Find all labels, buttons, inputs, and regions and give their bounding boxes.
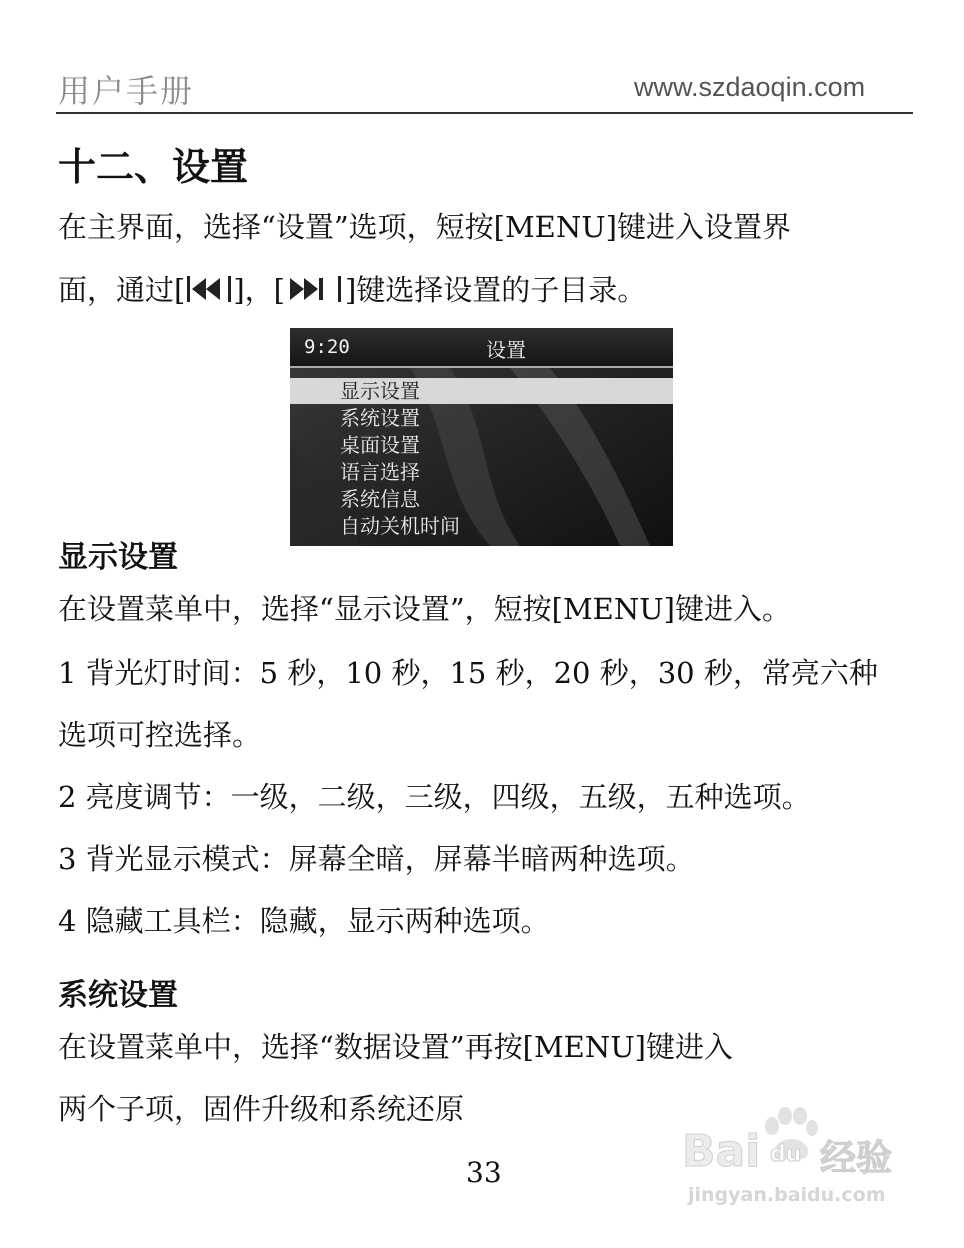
intro-line-2-mid: ]，[ xyxy=(233,273,285,307)
intro-line-2 xyxy=(58,274,646,307)
screen-header xyxy=(290,328,673,368)
intro-line-1: 在主界面，选择“设置”选项，短按[MENU]键进入设置界 xyxy=(58,210,791,244)
screen-title: 设置 xyxy=(486,338,526,362)
menu-item-desktop-settings[interactable]: 桌面设置 xyxy=(340,433,420,457)
menu-item-language[interactable]: 语言选择 xyxy=(340,460,420,484)
screen-clock: 9:20 xyxy=(304,336,350,358)
display-section-title: 显示设置 xyxy=(58,540,178,575)
system-line-2: 两个子项，固件升级和系统还原 xyxy=(58,1092,465,1126)
menu-item-auto-shutdown[interactable]: 自动关机时间 xyxy=(340,514,460,538)
website-url: www.szdaoqin.com xyxy=(634,72,866,102)
display-line-6: 4 隐藏工具栏：隐藏，显示两种选项。 xyxy=(58,904,550,938)
skip-forward-icon xyxy=(286,274,344,304)
system-line-1: 在设置菜单中，选择“数据设置”再按[MENU]键进入 xyxy=(58,1030,733,1064)
intro-line-2-post: ]键选择设置的子目录。 xyxy=(344,273,647,307)
display-line-1: 在设置菜单中，选择“显示设置”，短按[MENU]键进入。 xyxy=(58,592,791,626)
menu-item-system-settings[interactable]: 系统设置 xyxy=(340,406,420,430)
baidu-watermark xyxy=(682,1104,912,1214)
display-line-2: 1 背光灯时间：5 秒，10 秒，15 秒，20 秒，30 秒，常亮六种 xyxy=(58,656,878,690)
page-number: 33 xyxy=(466,1156,502,1189)
menu-item-system-info[interactable]: 系统信息 xyxy=(340,487,420,511)
intro-line-2-pre: 面，通过[ xyxy=(58,273,186,307)
manual-label: 用户手册 xyxy=(58,72,195,110)
display-line-4: 2 亮度调节：一级，二级，三级，四级，五级，五种选项。 xyxy=(58,780,811,814)
device-screen xyxy=(290,328,673,546)
header-divider xyxy=(56,112,913,114)
chapter-title: 十二、设置 xyxy=(58,145,249,189)
watermark-brand: Bai xyxy=(682,1126,761,1177)
system-section-title: 系统设置 xyxy=(58,978,178,1013)
watermark-suffix: 经验 xyxy=(820,1138,893,1179)
display-line-5: 3 背光显示模式：屏幕全暗，屏幕半暗两种选项。 xyxy=(58,842,695,876)
menu-item-display-settings[interactable]: 显示设置 xyxy=(290,378,673,404)
skip-back-icon xyxy=(186,274,232,304)
watermark-brand-2: du xyxy=(770,1142,802,1167)
display-line-3: 选项可控选择。 xyxy=(58,718,262,752)
watermark-url: jingyan.baidu.com xyxy=(688,1184,886,1206)
